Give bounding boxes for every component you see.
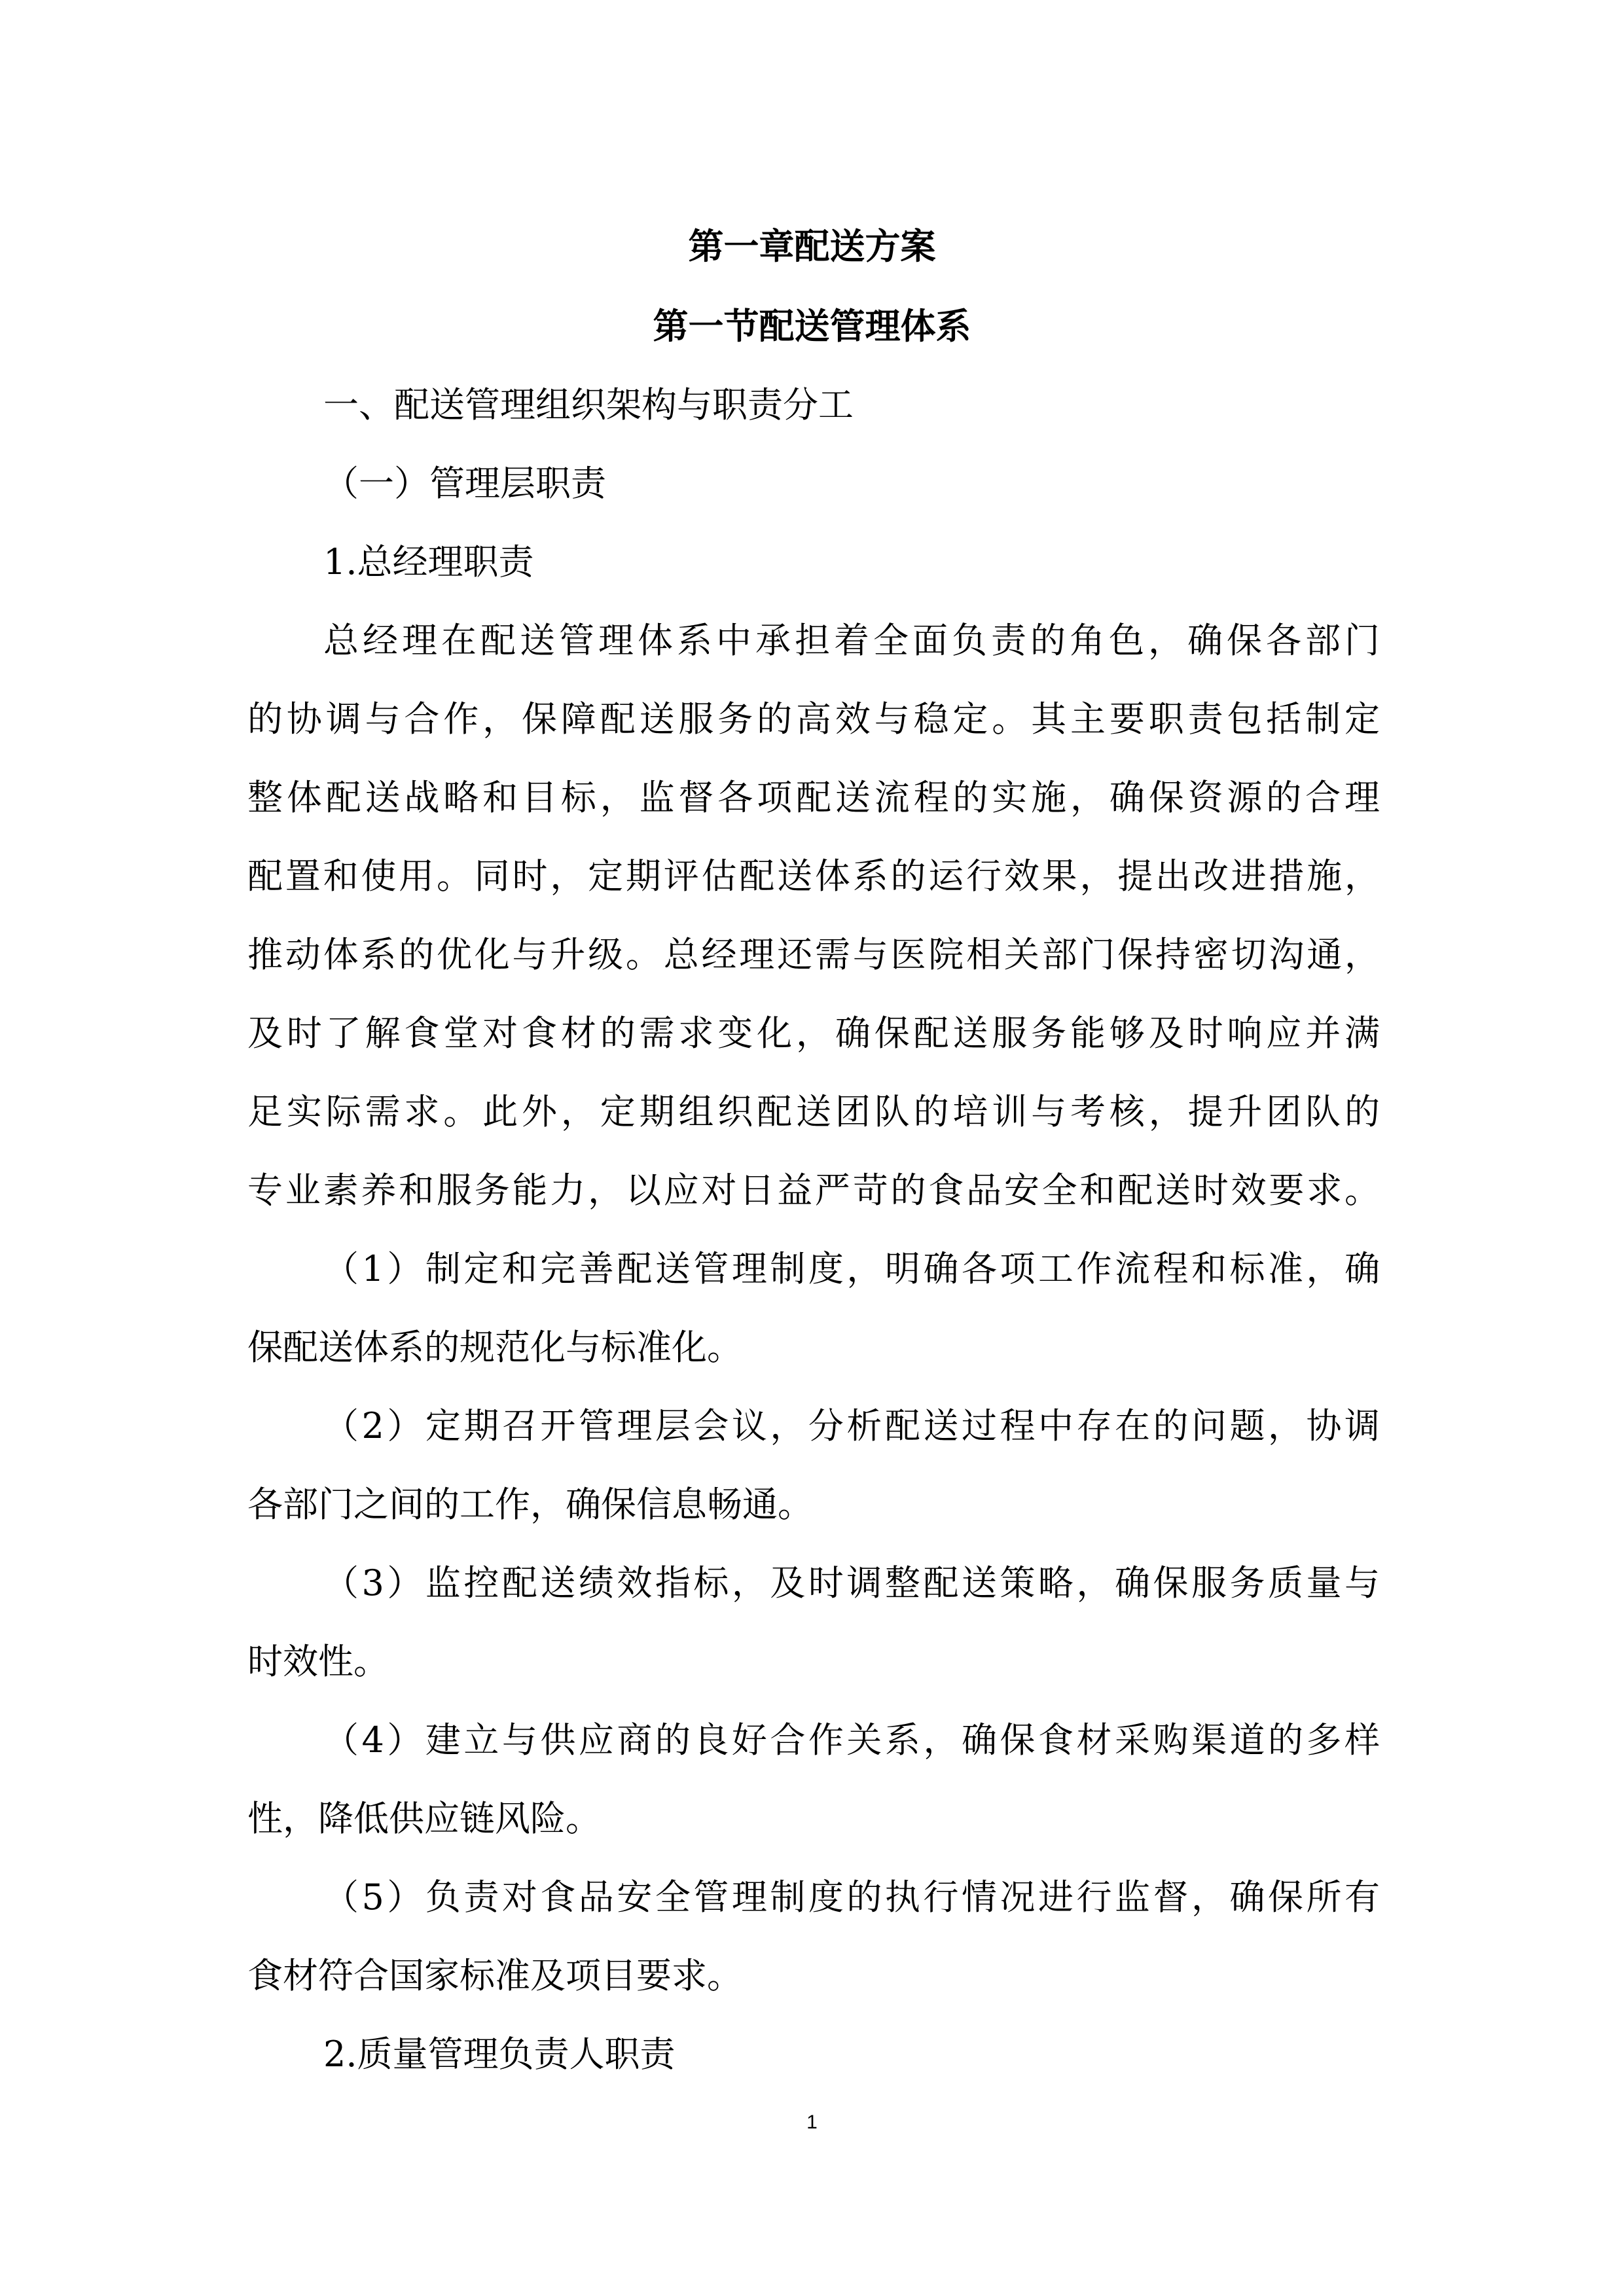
paragraph-gm-line: 足实际需求。此外，定期组织配送团队的培训与考核，提升团队的	[247, 1091, 1380, 1132]
heading-gm-duties: 1.总经理职责	[323, 541, 534, 583]
paragraph-gm-line: 专业素养和服务能力，以应对日益严苛的食品安全和配送时效要求。	[247, 1170, 1380, 1211]
heading-org-structure: 一、配送管理组织架构与职责分工	[323, 384, 854, 425]
list-item-2-line: （2）定期召开管理层会议，分析配送过程中存在的问题，协调	[323, 1405, 1380, 1446]
heading-management-duties: （一）管理层职责	[323, 463, 606, 504]
chapter-title: 第一章配送方案	[688, 226, 936, 267]
list-item-5-line: 食材符合国家标准及项目要求。	[247, 1955, 742, 1996]
list-item-1-line: （1）制定和完善配送管理制度，明确各项工作流程和标准，确	[323, 1248, 1380, 1289]
heading-quality-manager-duties: 2.质量管理负责人职责	[323, 2034, 676, 2075]
paragraph-gm-line: 配置和使用。同时，定期评估配送体系的运行效果，提出改进措施，	[247, 855, 1380, 897]
paragraph-gm-line: 总经理在配送管理体系中承担着全面负责的角色，确保各部门	[323, 620, 1380, 661]
list-item-3-line: 时效性。	[247, 1641, 389, 1682]
page-number: 1	[806, 2111, 818, 2133]
section-title: 第一节配送管理体系	[653, 306, 971, 347]
list-item-3-line: （3）监控配送绩效指标，及时调整配送策略，确保服务质量与	[323, 1562, 1380, 1604]
paragraph-gm-line: 及时了解食堂对食材的需求变化，确保配送服务能够及时响应并满	[247, 1013, 1380, 1054]
list-item-2-line: 各部门之间的工作，确保信息畅通。	[247, 1484, 813, 1525]
list-item-4-line: （4）建立与供应商的良好合作关系，确保食材采购渠道的多样	[323, 1719, 1380, 1761]
paragraph-gm-line: 推动体系的优化与升级。总经理还需与医院相关部门保持密切沟通，	[247, 934, 1380, 975]
paragraph-gm-line: 的协调与合作，保障配送服务的高效与稳定。其主要职责包括制定	[247, 698, 1380, 740]
list-item-4-line: 性，降低供应链风险。	[247, 1798, 601, 1839]
list-item-1-line: 保配送体系的规范化与标准化。	[247, 1327, 742, 1368]
list-item-5-line: （5）负责对食品安全管理制度的执行情况进行监督，确保所有	[323, 1876, 1380, 1918]
paragraph-gm-line: 整体配送战略和目标，监督各项配送流程的实施，确保资源的合理	[247, 777, 1380, 818]
